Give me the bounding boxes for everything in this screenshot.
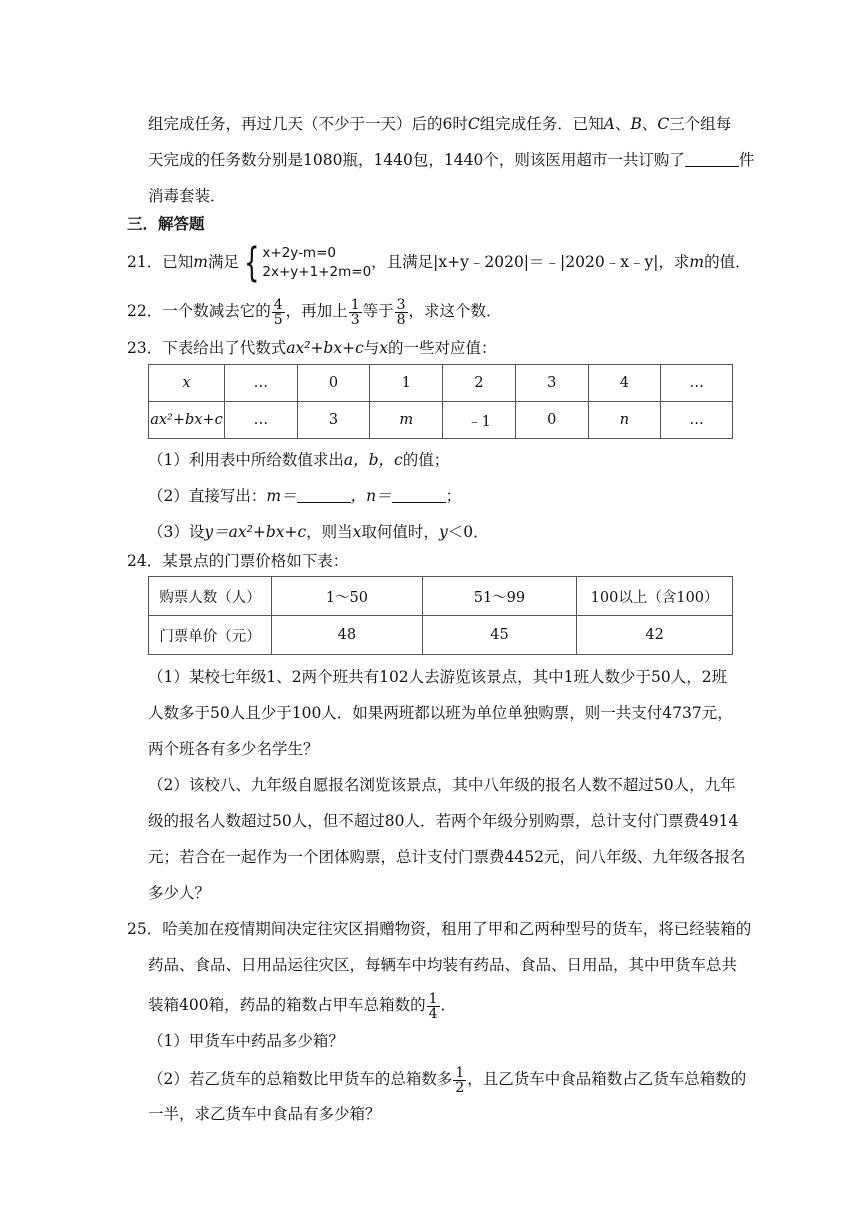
q25-line-2: 药品、食品、日用品运往灾区，每辆车中均装有药品、食品、日用品，其中甲货车总共 bbox=[148, 956, 738, 974]
table-row: 门票单价（元） 48 45 42 bbox=[149, 616, 733, 655]
fraction: $\frac{1}{2}$ bbox=[455, 1064, 465, 1096]
q23-stem: 23．下表给出了代数式ax²+bx+c与x的一些对应值： bbox=[127, 339, 497, 357]
q22: 22．一个数减去它的 $\frac{4}{5}$ ，再加上 $\frac{1}{3}$ 等于 $\frac{3}{8}$ ，求这个数． bbox=[127, 296, 502, 328]
q25-sub-2-line-2: 一半，求乙货车中食品有多少箱？ bbox=[148, 1105, 381, 1123]
answer-blank bbox=[392, 488, 446, 503]
q24-sub-2-line-4: 多少人？ bbox=[148, 884, 211, 902]
section-title: 三．解答题 bbox=[127, 214, 205, 233]
q25-line-1: 25．哈美加在疫情期间决定往灾区捐赠物资，租用了甲和乙两种型号的货车，将已经装箱的 bbox=[127, 920, 752, 938]
equation-system: { x+2y-m=0 2x+y+1+2m=0 bbox=[244, 240, 372, 286]
q25-sub-1: （1）甲货车中药品多少箱？ bbox=[148, 1032, 344, 1050]
q24-sub-1-line-2: 人数多于50人且少于100人．如果两班都以班为单位单独购票，则一共支付4737元， bbox=[148, 704, 733, 722]
table-row: x … 0 1 2 3 4 … bbox=[149, 365, 733, 402]
answer-blank bbox=[685, 152, 739, 167]
price-table bbox=[148, 576, 733, 655]
q20-line-1: 组完成任务，再过几天（不少于一天）后的6时C组完成任务．已知A、B、C三个组每 bbox=[148, 115, 732, 133]
fraction: $\frac{3}{8}$ bbox=[396, 296, 406, 328]
q23-sub-3: （3）设y＝ax²+bx+c，则当x取何值时，y＜0． bbox=[148, 523, 489, 541]
values-table bbox=[148, 364, 733, 439]
q24-sub-2-line-3: 元；若合在一起作为一个团体购票，总计支付门票费4452元，问八年级、九年级各报名 bbox=[148, 848, 746, 866]
fraction: $\frac{1}{4}$ bbox=[428, 990, 438, 1022]
fraction: $\frac{4}{5}$ bbox=[273, 296, 283, 328]
q21: 21．已知m满足 { x+2y-m=0 2x+y+1+2m=0 ，且满足|x+y﹣2020|＝﹣|2020﹣x﹣y|，求m的值． bbox=[127, 240, 751, 286]
q20-line-3: 消毒套装． bbox=[148, 187, 226, 205]
q24-sub-2-line-2: 级的报名人数超过50人，但不超过80人．若两个年级分别购票，总计支付门票费4914 bbox=[148, 812, 739, 830]
table-row: 购票人数（人） 1～50 51～99 100以上（含100） bbox=[149, 577, 733, 616]
q23-sub-1: （1）利用表中所给数值求出a，b，c的值； bbox=[148, 451, 450, 469]
answer-blank bbox=[297, 488, 351, 503]
q24-sub-1-line-1: （1）某校七年级1、2两个班共有102人去游览该景点，其中1班人数少于50人，2班 bbox=[148, 668, 728, 686]
q23-sub-2: （2）直接写出：m＝ ，n＝ ； bbox=[148, 487, 462, 505]
q24-stem: 24．某景点的门票价格如下表： bbox=[127, 552, 349, 570]
table-row: ax²+bx+c … 3 m ﹣1 0 n … bbox=[149, 402, 733, 439]
q24-sub-1-line-3: 两个班各有多少名学生？ bbox=[148, 740, 319, 758]
q20-line-2: 天完成的任务数分别是1080瓶，1440包，1440个，则该医用超市一共订购了 件 bbox=[148, 151, 755, 169]
fraction: $\frac{1}{3}$ bbox=[350, 296, 360, 328]
q25-line-3: 装箱400箱，药品的箱数占甲车总箱数的 $\frac{1}{4}$ ． bbox=[148, 990, 457, 1022]
q24-sub-2-line-1: （2）该校八、九年级自愿报名浏览该景点，其中八年级的报名人数不超过50人，九年 bbox=[148, 776, 736, 794]
q25-sub-2: （2）若乙货车的总箱数比甲货车的总箱数多 $\frac{1}{2}$ ，且乙货车中食品箱数占乙货车总箱数的 bbox=[148, 1064, 747, 1096]
